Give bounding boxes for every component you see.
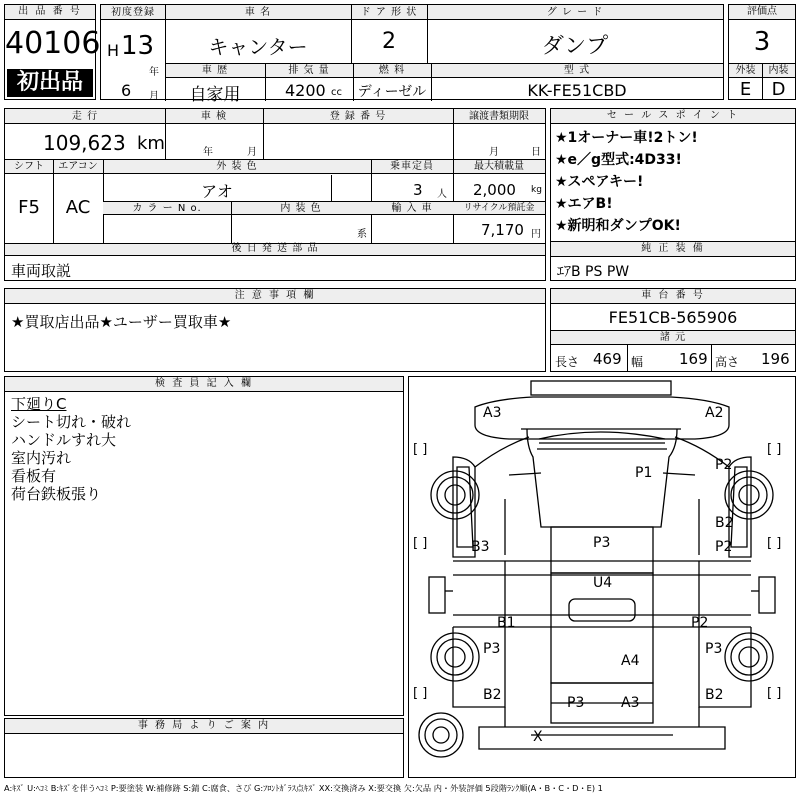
transfer-day-unit: 日 xyxy=(531,147,541,158)
height-label: 高さ xyxy=(715,355,740,369)
ext-color-label: 外 装 色 xyxy=(216,161,258,172)
score-label: 評価点 xyxy=(729,5,795,20)
month-unit: 月 xyxy=(149,91,159,102)
mark-x: X xyxy=(533,729,543,745)
specs-label: 諸 元 xyxy=(659,332,687,343)
inspector-line: 荷台鉄板張り xyxy=(11,485,102,503)
inspector-line: シート切れ・破れ xyxy=(11,413,132,431)
office-label: 事 務 局 よ り ご 案 内 xyxy=(5,719,403,734)
color-no-label: カ ラ ー N o. xyxy=(132,203,202,214)
first-reg-month: 6 xyxy=(121,81,132,100)
aircon-label: エアコン xyxy=(58,161,98,172)
mark-a2-top: A2 xyxy=(705,405,724,421)
sales-point-item: ★新明和ダンプOK! xyxy=(555,218,681,234)
length-value: 469 xyxy=(593,350,622,368)
recycle-unit: 円 xyxy=(531,229,541,240)
notes-box xyxy=(4,288,546,372)
later-parts-value: 車両取説 xyxy=(11,262,72,280)
doors-value: 2 xyxy=(382,29,396,54)
max-load-unit: kg xyxy=(531,185,542,195)
capacity-unit: 人 xyxy=(437,189,447,200)
mark-u4: U4 xyxy=(593,575,613,591)
lot-label: 出 品 番 号 xyxy=(5,5,95,20)
inspector-line: 看板有 xyxy=(11,467,57,485)
int-color-label: 内 装 色 xyxy=(280,203,322,214)
width-label: 幅 xyxy=(631,355,644,369)
sales-points-label: セ ー ル ス ポ イ ン ト xyxy=(551,109,795,124)
int-color-unit: 系 xyxy=(357,229,367,240)
equipment-label: 純 正 装 備 xyxy=(551,242,795,257)
mark-bracket-r2: [ ] xyxy=(767,536,782,551)
later-parts-label: 後 日 発 送 部 品 xyxy=(231,243,319,254)
later-parts-value-box xyxy=(4,255,546,281)
type-code-value: KK-FE51CBD xyxy=(527,81,627,100)
mark-p3-right: P3 xyxy=(705,641,723,657)
inspector-line: 下廻りC xyxy=(11,395,67,413)
details-box xyxy=(4,108,546,256)
mark-p3-left: P3 xyxy=(483,641,501,657)
mark-p1: P1 xyxy=(635,465,653,481)
inspector-line: ハンドルすれ大 xyxy=(11,431,117,449)
transfer-month-unit: 月 xyxy=(489,147,499,158)
displacement-label: 排 気 量 xyxy=(288,65,330,76)
type-code-label: 型 式 xyxy=(563,65,591,76)
inspector-line: 室内汚れ xyxy=(11,449,72,467)
grade-label: グ レ ー ド xyxy=(546,7,604,18)
model-name-label: 車 名 xyxy=(244,7,272,18)
registration-label: 登 録 番 号 xyxy=(329,111,387,122)
notes-label: 注 意 事 項 欄 xyxy=(5,289,545,304)
mark-b2-bottom-right: B2 xyxy=(705,687,724,703)
transfer-label: 譲渡書類期限 xyxy=(469,111,529,122)
max-load-label: 最大積載量 xyxy=(474,161,524,172)
displacement-value: 4200 xyxy=(285,81,326,100)
history-label: 車 歴 xyxy=(201,65,229,76)
mark-bracket-l1: [ ] xyxy=(413,442,428,457)
capacity-label: 乗車定員 xyxy=(390,161,434,172)
mark-p2-lower: P2 xyxy=(691,615,709,631)
equipment-value: ｴｱB PS PW xyxy=(557,264,630,280)
inspection-label: 車 検 xyxy=(200,111,228,122)
mark-bracket-r1: [ ] xyxy=(767,442,782,457)
score-value: 3 xyxy=(753,27,771,57)
mark-p3-center: P3 xyxy=(593,535,611,551)
first-listing-badge: 初出品 xyxy=(7,69,93,97)
ext-grade-value: E xyxy=(739,79,752,100)
mark-bracket-l2: [ ] xyxy=(413,536,428,551)
mark-p2-right: P2 xyxy=(715,457,733,473)
fuel-value: ディーゼル xyxy=(357,84,427,100)
inspector-label: 検 査 員 記 入 欄 xyxy=(5,377,403,392)
mark-p3-bottom: P3 xyxy=(567,695,585,711)
legend: A:ｷｽﾞ U:ﾍｺﾐ B:ｷｽﾞを伴うﾍｺﾐ P:要塗装 W:補修跡 S:錆 C:腐食、さび G:ﾌﾛﾝﾄｶﾞﾗｽ点ｷｽﾞ XX:交換済み X:要交換 欠:欠品 内・外装評価 5段階ﾗﾝｸ順(A・B・C・D・E) 1 xyxy=(4,783,603,793)
mark-a3-bottom: A3 xyxy=(621,695,640,711)
mark-bracket-r3: [ ] xyxy=(767,686,782,701)
lot-number: 40106 xyxy=(5,26,101,61)
max-load-value: 2,000 xyxy=(473,181,516,199)
mark-b3-left: B3 xyxy=(471,539,490,555)
history-value: 自家用 xyxy=(189,85,241,105)
first-reg-year: 13 xyxy=(121,31,155,61)
mark-a3-top: A3 xyxy=(483,405,502,421)
sales-point-item: ★エアB! xyxy=(555,196,613,212)
score-box xyxy=(728,4,796,100)
shift-label: シフト xyxy=(14,161,44,172)
chassis-box xyxy=(550,288,796,372)
lot-box xyxy=(4,4,101,100)
mark-b2-left: B2 xyxy=(483,687,502,703)
mark-a4: A4 xyxy=(621,653,640,669)
shift-value: F5 xyxy=(18,197,40,218)
mark-bracket-l3: [ ] xyxy=(413,686,428,701)
model-name-value: キャンター xyxy=(208,35,308,59)
grade-value: ダンプ xyxy=(541,34,609,59)
height-value: 196 xyxy=(761,350,790,368)
capacity-value: 3 xyxy=(413,181,423,199)
int-grade-value: D xyxy=(771,79,786,100)
mark-b1: B1 xyxy=(497,615,516,631)
int-grade-label: 内装 xyxy=(768,65,789,76)
year-unit: 年 xyxy=(149,67,159,78)
length-label: 長さ xyxy=(555,355,580,369)
mileage-unit: km xyxy=(137,133,165,154)
sales-points-box xyxy=(550,108,796,242)
sales-point-item: ★スペアキー! xyxy=(555,174,644,190)
width-value: 169 xyxy=(679,350,708,368)
displacement-unit: cc xyxy=(331,87,342,98)
chassis-value: FE51CB-565906 xyxy=(608,308,738,327)
ext-grade-label: 外装 xyxy=(735,65,756,76)
sales-point-item: ★e／g型式:4D33! xyxy=(555,152,682,168)
first-reg-label: 初度登録 xyxy=(111,7,155,18)
aircon-value: AC xyxy=(65,197,91,218)
notes-value: ★買取店出品★ユーザー買取車★ xyxy=(11,313,232,331)
mark-b2-right: B2 xyxy=(715,515,734,531)
vehicle-header-box xyxy=(100,4,724,105)
office-box xyxy=(4,718,404,778)
doors-label: ド ア 形 状 xyxy=(360,7,418,18)
mark-p2-mid: P2 xyxy=(715,539,733,555)
equipment-box xyxy=(550,241,796,281)
first-reg-era: H xyxy=(107,41,120,60)
inspection-month-unit: 月 xyxy=(247,147,257,158)
sales-point-item: ★1オーナー車!2トン! xyxy=(555,130,698,146)
recycle-value: 7,170 xyxy=(481,221,524,239)
ext-color-value: アオ xyxy=(201,182,233,201)
damage-diagram-box xyxy=(408,376,796,778)
inspection-year-unit: 年 xyxy=(203,147,213,158)
fuel-label: 燃 料 xyxy=(378,65,406,76)
mileage-value: 109,623 xyxy=(43,131,126,155)
chassis-label: 車 台 番 号 xyxy=(551,289,795,304)
truck-diagram xyxy=(409,377,795,777)
recycle-label: リサイクル預託金 xyxy=(463,203,535,213)
inspector-box xyxy=(4,376,404,716)
mileage-label: 走 行 xyxy=(71,111,99,122)
import-label: 輸 入 車 xyxy=(391,203,433,214)
